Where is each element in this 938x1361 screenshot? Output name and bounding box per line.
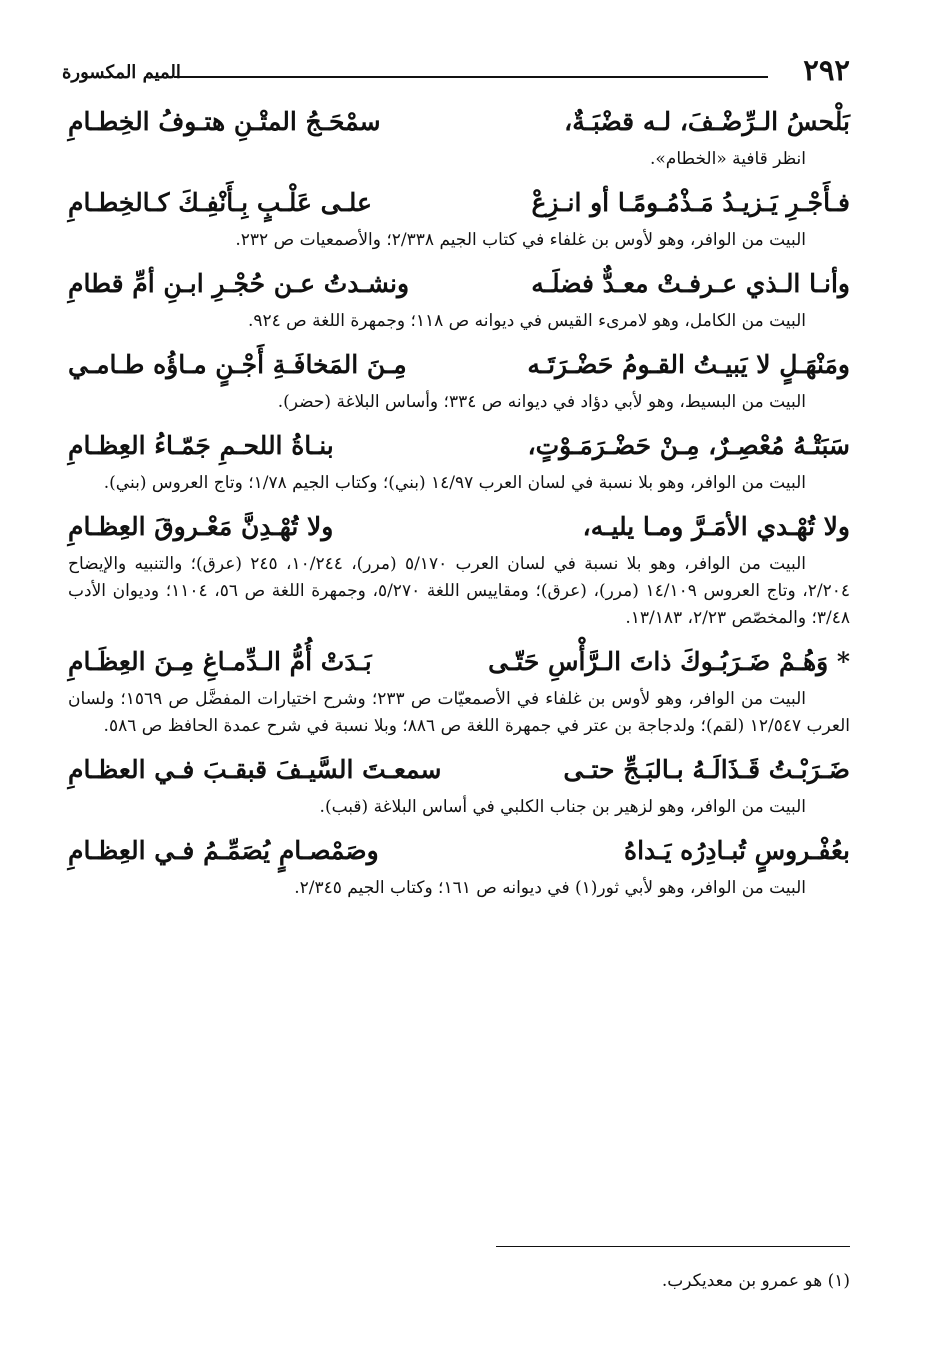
- header-rule: [174, 76, 768, 78]
- verse-line: [68, 505, 850, 549]
- verse-note: البيت من الوافر، وهو لأبي ثور(١) في ديوانه ص ١٦١؛ وكتاب الجيم ٢/٣٤٥.: [294, 878, 806, 898]
- verse-entry: [68, 829, 850, 902]
- first-hemistich: ولا تُهْـدي الأمَـرَّ ومـا يليـه،: [582, 512, 850, 541]
- verse-note: البيت من الوافر، وهو بلا نسبة في لسان العرب ١٤/٩٧ (بني)؛ وكتاب الجيم ١/٧٨؛ وتاج العروس (بني).: [103, 473, 806, 493]
- verse-entry: [68, 424, 850, 497]
- second-hemistich: وصَمْصـامٍ يُصَمِّـمُ فـي العِظـامِ: [68, 836, 379, 865]
- second-hemistich: مِـنَ المَخافَـةِ أَجْـنٍ مـاؤُه طـامـي: [68, 350, 407, 379]
- verse-entry: [68, 262, 850, 335]
- verse-note: البيت من الوافر، وهو بلا نسبة في لسان العرب ٥/١٧٠ (مرر)، ١٠/٢٤٤، ٢٤٥ (عرق)؛ والتنبيه والإيضاح ٢/٢٠٤، وتاج العروس ١٤/١٠٩ (مرر)، (عرق)؛ ومقاييس اللغة ٥/٢٧٠، وجمهرة اللغة ص ٥٦، ١١٠٤؛ وديوان الأدب ٣/٤٨؛ والمخصّص ٢/٢٣، ١٣/١٨٣.: [68, 554, 851, 628]
- first-hemistich: ومَنْهَـلٍ لا يَبيـتُ القـومُ حَضْـرَتَـه: [527, 350, 850, 379]
- verse-note: البيت من الوافر، وهو لأوس بن غلفاء في الأصمعيّات ص ٢٣٣؛ وشرح اختيارات المفضَّل ص ١٥٦٩؛ ولسان العرب ١٢/٥٤٧ (لقم)؛ ولدجاجة بن عتر في جمهرة اللغة ص ٨٨٦؛ وبلا نسبة في شرح عمدة الحافظ ص ٥٨٦.: [68, 689, 850, 736]
- second-hemistich: سمْحَـجُ المتْـنِ هتـوفُ الخِطـامِ: [68, 107, 381, 136]
- verse-entries: [68, 100, 850, 910]
- verse-line: [68, 181, 850, 225]
- verse-note: انظر قافية «الخطام».: [650, 149, 806, 169]
- page-header: [62, 50, 850, 96]
- verse-line: [68, 640, 850, 684]
- first-hemistich: ضَـرَبْـتُ قَـذَالَـهُ بـالبَـجِّ حتـى: [563, 755, 850, 784]
- first-hemistich: فـأَجْـرِ يَـزيـدُ مَـذْمُـومًـا أو انـزِعْ: [531, 188, 850, 217]
- verse-entry: [68, 100, 850, 173]
- verse-entry: [68, 748, 850, 821]
- verse-line: [68, 424, 850, 468]
- verse-entry: [68, 343, 850, 416]
- second-hemistich: ونشـدتُ عـن حُجْـرِ ابـنِ أمِّ قطامِ: [68, 269, 410, 298]
- second-hemistich: بنـاةُ اللحـمِ جَمّـاءُ العِظـامِ: [68, 431, 334, 460]
- verse-entry: [68, 505, 850, 632]
- verse-line: [68, 262, 850, 306]
- footnote: (١) هو عمرو بن معديكرب.: [661, 1271, 850, 1291]
- verse-note: البيت من الوافر، وهو لأوس بن غلفاء في كتاب الجيم ٢/٣٣٨؛ والأصمعيات ص ٢٣٢.: [235, 230, 806, 250]
- verse-note: البيت من الكامل، وهو لامرىء القيس في ديوانه ص ١١٨؛ وجمهرة اللغة ص ٩٢٤.: [247, 311, 806, 331]
- verse-line: [68, 343, 850, 387]
- first-hemistich: سَبَتْـهُ مُعْصِـرٌ، مِـنْ حَضْـرَمَـوْتٍ،: [527, 431, 850, 460]
- verse-note: البيت من البسيط، وهو لأبي دؤاد في ديوانه ص ٣٣٤؛ وأساس البلاغة (حضر).: [277, 392, 806, 412]
- chapter-title: الميم المكسورة: [62, 62, 181, 83]
- verse-note: البيت من الوافر، وهو لزهير بن جناب الكلبي في أساس البلاغة (قبب).: [319, 797, 806, 817]
- second-hemistich: بَـدَتْ أُمُّ الـدِّمـاغِ مِـنَ العِظَـامِ: [68, 647, 372, 676]
- first-hemistich: بَلْحسُ الـرِّضْـفَ، لـه قضْبَـةٌ،: [564, 107, 850, 136]
- first-hemistich: * وَهُـمْ ضَـرَبُـوكَ ذاتَ الـرَّأْسِ حَتّـى: [488, 647, 850, 676]
- footnote-rule: [496, 1246, 850, 1247]
- verse-line: [68, 829, 850, 873]
- verse-line: [68, 100, 850, 144]
- verse-entry: [68, 181, 850, 254]
- second-hemistich: علـى عَلْـبٍ بِـأَنْفِـكَ كـالخِطـامِ: [68, 188, 372, 217]
- second-hemistich: سمعـتَ السَّيـفَ قبقـبَ فـي العظـامِ: [68, 755, 442, 784]
- first-hemistich: وأنـا الـذي عـرفـتْ معـدٌّ فضلَـه: [531, 269, 850, 298]
- verse-line: [68, 748, 850, 792]
- page-number: ٢٩٢: [803, 53, 850, 87]
- verse-entry: [68, 640, 850, 740]
- second-hemistich: ولا تُهْـدِنَّ مَعْـروقَ العِظـامِ: [68, 512, 334, 541]
- first-hemistich: بعُفْـروسٍ تُبـادِرُه يَـداهُ: [624, 836, 850, 865]
